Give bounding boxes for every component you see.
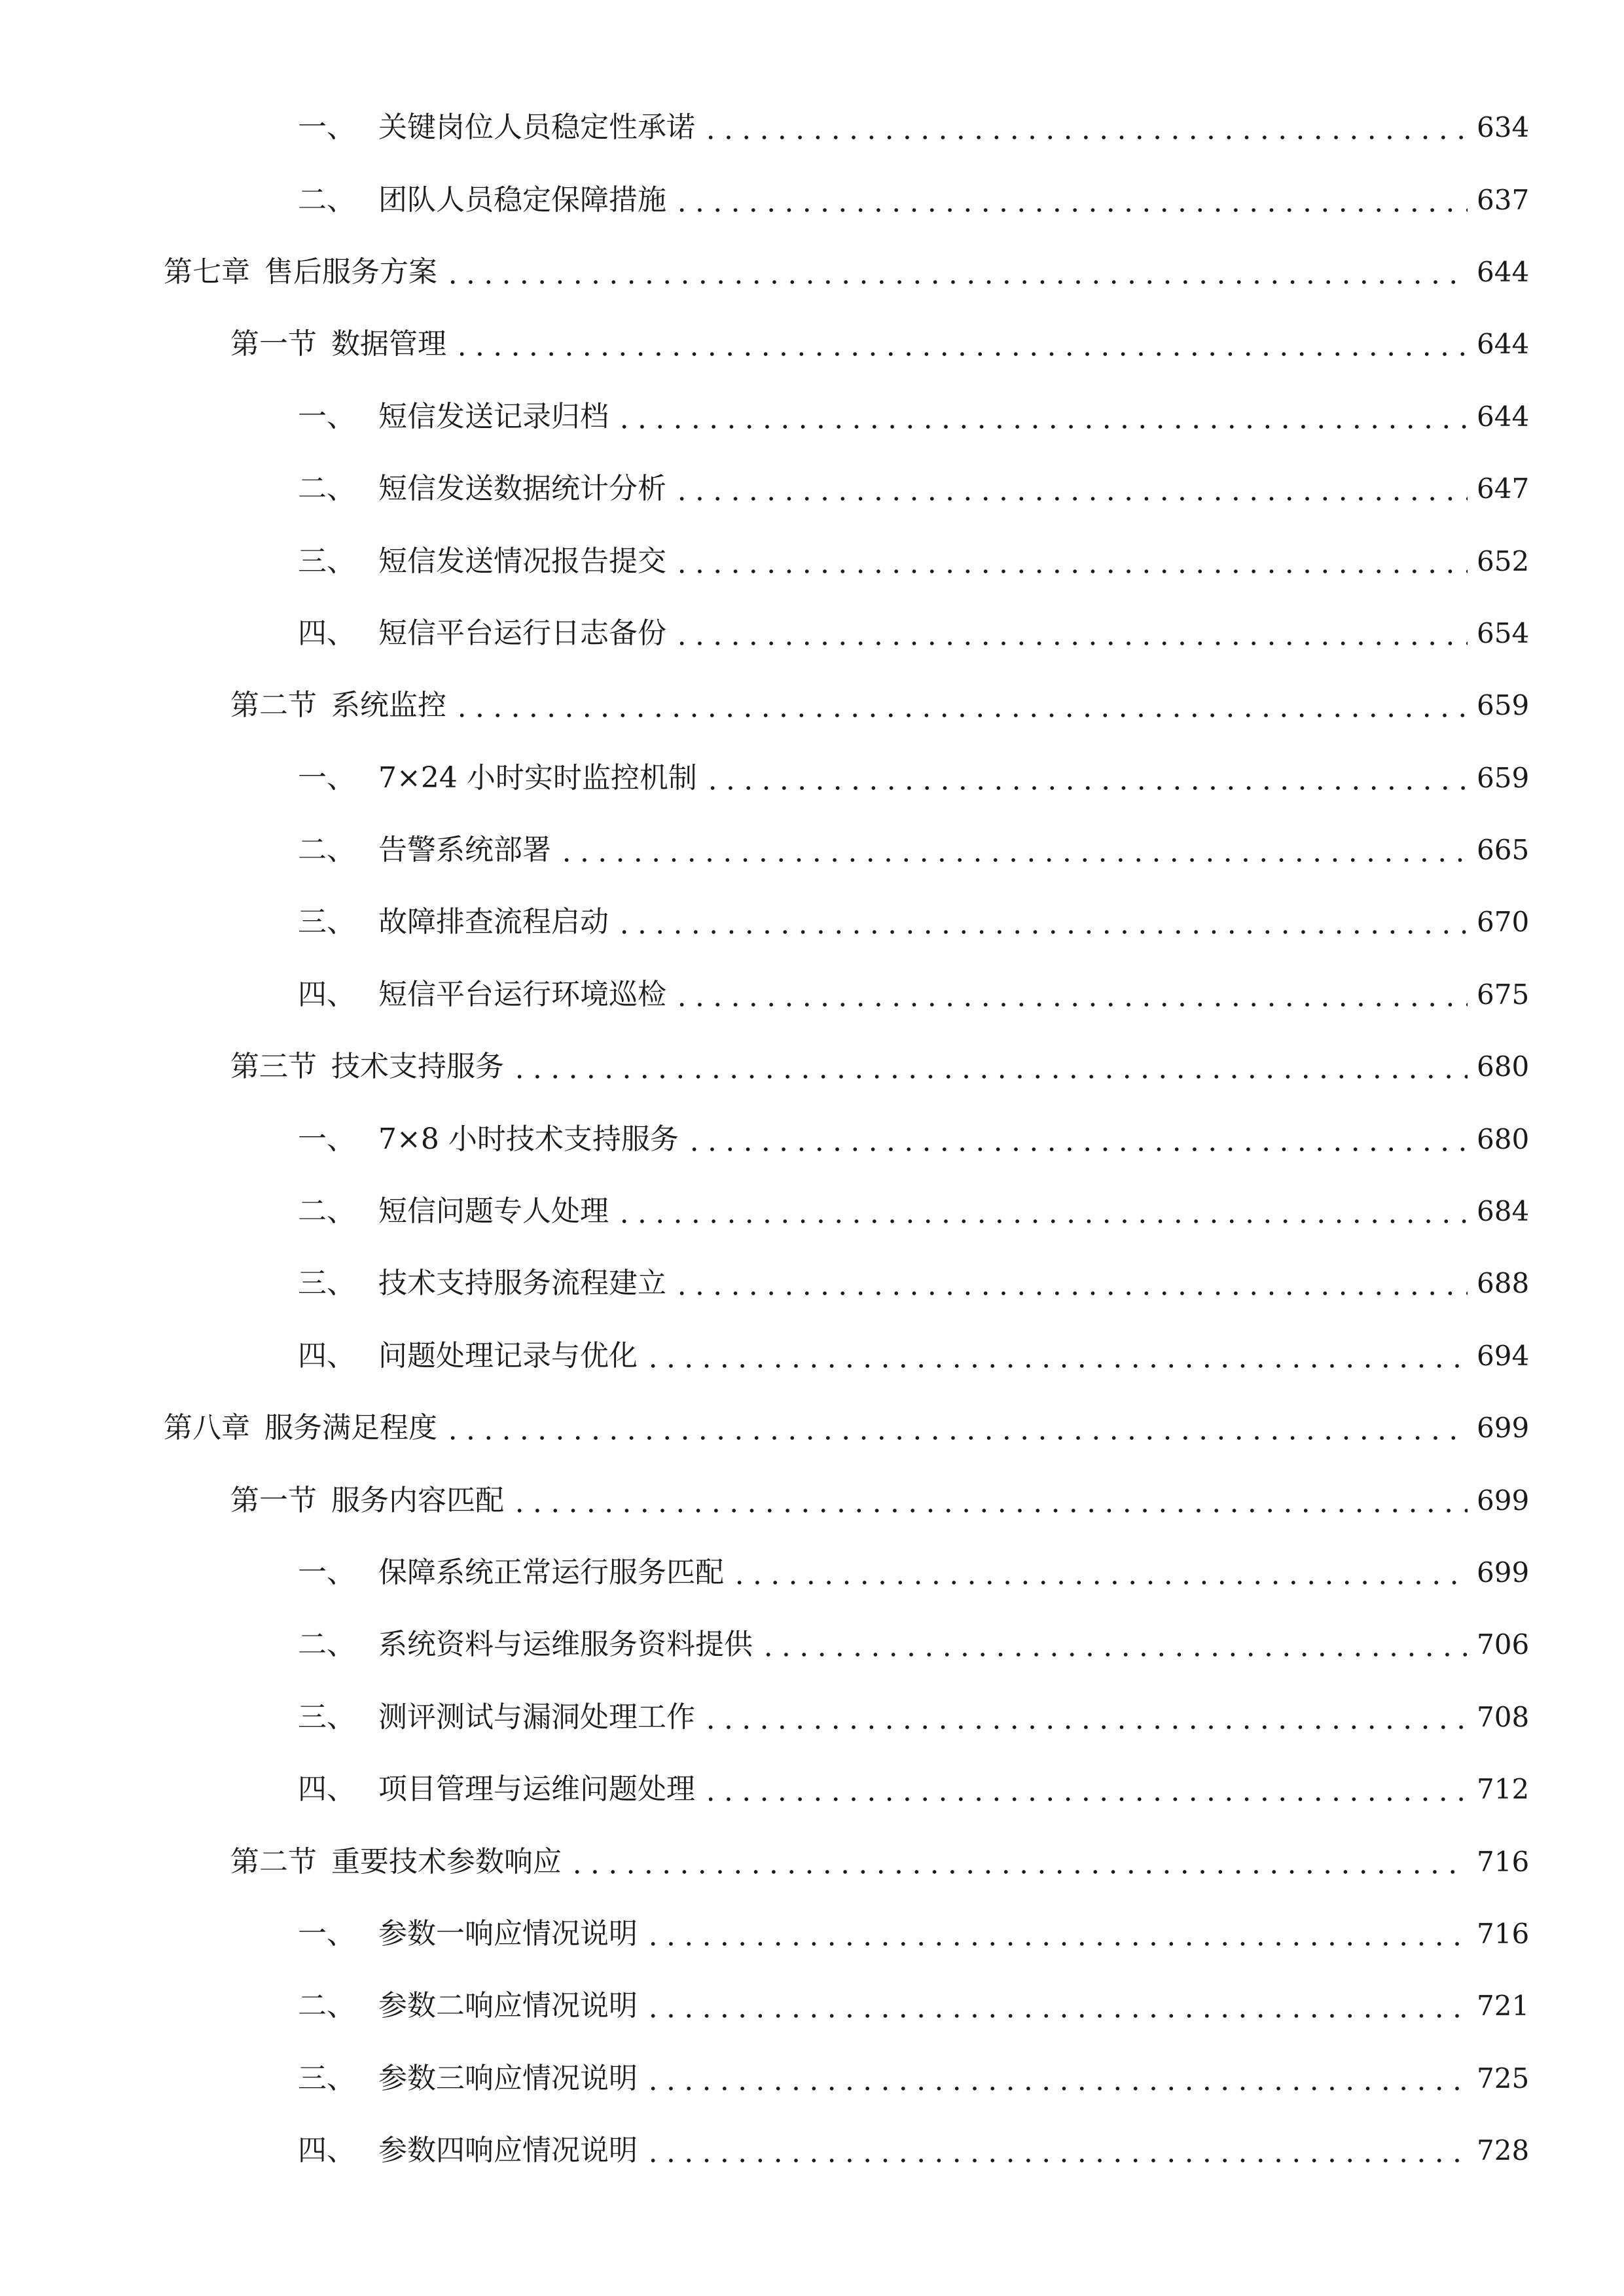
toc-entry-page-number: 680: [1477, 1050, 1530, 1083]
toc-entry-title: 短信问题专人处理: [378, 1194, 609, 1229]
toc-entry-number: 四、: [298, 1772, 355, 1806]
toc-dot-leader: [644, 2064, 1468, 2093]
toc-entry-number: 二、: [298, 1628, 355, 1662]
toc-entry[interactable]: [0, 886, 1624, 958]
toc-entry-title: 参数二响应情况说明: [378, 1989, 638, 2023]
toc-dot-leader: [511, 1052, 1468, 1081]
toc-entry-title: 故障排查流程启动: [378, 905, 609, 939]
toc-entry-number: 三、: [298, 1700, 355, 1734]
toc-entry-title: 短信发送记录归档: [378, 399, 609, 433]
toc-dot-leader: [558, 836, 1468, 865]
toc-entry-page-number: 659: [1477, 761, 1530, 794]
toc-dot-leader: [673, 619, 1468, 648]
toc-entry[interactable]: [0, 1175, 1624, 1247]
toc-entry-title: 重要技术参数响应: [331, 1844, 562, 1878]
toc-entry-number: 三、: [298, 544, 355, 578]
toc-dot-leader: [702, 1775, 1468, 1804]
toc-entry-title: 告警系统部署: [378, 833, 551, 867]
toc-entry-title: 参数四响应情况说明: [378, 2134, 638, 2168]
toc-entry-title: 项目管理与运维问题处理: [378, 1772, 695, 1806]
toc-dot-leader: [673, 1269, 1468, 1298]
toc-entry-number: 一、: [298, 399, 355, 433]
toc-entry-number: 第八章: [164, 1411, 250, 1445]
toc-entry[interactable]: [0, 525, 1624, 597]
toc-entry[interactable]: [0, 164, 1624, 236]
toc-entry[interactable]: [0, 1031, 1624, 1103]
toc-entry[interactable]: [0, 92, 1624, 164]
toc-dot-leader: [644, 1992, 1468, 2020]
toc-dot-leader: [702, 113, 1468, 142]
toc-entry-number: 二、: [298, 472, 355, 506]
toc-entry-title: 服务内容匹配: [331, 1483, 504, 1517]
toc-entry-title: 短信发送情况报告提交: [378, 544, 666, 578]
toc-entry-title: 系统资料与运维服务资料提供: [378, 1628, 753, 1662]
toc-entry[interactable]: [0, 308, 1624, 380]
toc-entry[interactable]: [0, 2115, 1624, 2187]
toc-entry-title: 系统监控: [331, 689, 446, 723]
toc-entry-page-number: 708: [1477, 1700, 1530, 1733]
toc-entry-title: 短信平台运行环境巡检: [378, 977, 666, 1011]
toc-entry-page-number: 670: [1477, 906, 1530, 939]
toc-entry-number: 第二节: [230, 689, 317, 723]
toc-dot-leader: [673, 547, 1468, 576]
toc-entry-page-number: 644: [1477, 255, 1530, 288]
toc-dot-leader: [615, 908, 1468, 937]
toc-entry[interactable]: [0, 1681, 1624, 1753]
toc-entry-page-number: 688: [1477, 1267, 1530, 1300]
toc-entry[interactable]: [0, 1247, 1624, 1319]
toc-entry-page-number: 654: [1477, 617, 1530, 649]
toc-entry[interactable]: [0, 2043, 1624, 2115]
toc-entry-title: 关键岗位人员稳定性承诺: [378, 111, 695, 145]
toc-entry-number: 第三节: [230, 1050, 317, 1084]
toc-entry-title: 问题处理记录与优化: [378, 1338, 638, 1372]
toc-entry-title: 7×8 小时技术支持服务: [378, 1122, 679, 1156]
toc-entry[interactable]: [0, 1320, 1624, 1392]
toc-entry[interactable]: [0, 236, 1624, 308]
toc-entry-number: 一、: [298, 761, 355, 795]
toc-entry-title: 保障系统正常运行服务匹配: [378, 1556, 724, 1589]
toc-dot-leader: [685, 1125, 1468, 1154]
toc-entry-page-number: 716: [1477, 1917, 1530, 1950]
toc-entry-number: 二、: [298, 1194, 355, 1229]
toc-entry-title: 服务满足程度: [264, 1411, 437, 1445]
toc-entry-page-number: 728: [1477, 2134, 1530, 2167]
toc-entry-number: 第一节: [230, 1483, 317, 1517]
toc-entry-number: 三、: [298, 905, 355, 939]
toc-dot-leader: [759, 1630, 1468, 1659]
toc-entry-page-number: 675: [1477, 978, 1530, 1011]
toc-entry-number: 第二节: [230, 1844, 317, 1878]
toc-entry-number: 二、: [298, 183, 355, 217]
toc-entry[interactable]: [0, 1898, 1624, 1970]
toc-entry-number: 三、: [298, 2061, 355, 2095]
toc-dot-leader: [444, 1414, 1468, 1443]
toc-entry-number: 四、: [298, 2134, 355, 2168]
toc-entry-title: 售后服务方案: [264, 255, 437, 289]
toc-entry-page-number: 665: [1477, 834, 1530, 867]
toc-dot-leader: [644, 1920, 1468, 1948]
toc-entry-page-number: 680: [1477, 1122, 1530, 1155]
toc-entry[interactable]: [0, 1392, 1624, 1464]
toc-entry-page-number: 699: [1477, 1556, 1530, 1588]
toc-entry-page-number: 706: [1477, 1628, 1530, 1661]
toc-dot-leader: [673, 475, 1468, 503]
toc-entry-page-number: 684: [1477, 1195, 1530, 1228]
table-of-contents: [0, 92, 1624, 2187]
toc-entry-title: 参数三响应情况说明: [378, 2061, 638, 2095]
toc-entry[interactable]: [0, 670, 1624, 742]
toc-entry[interactable]: [0, 1537, 1624, 1609]
toc-entry-title: 数据管理: [331, 327, 446, 361]
toc-dot-leader: [644, 2136, 1468, 2165]
toc-entry[interactable]: [0, 381, 1624, 453]
toc-dot-leader: [673, 980, 1468, 1009]
toc-dot-leader: [615, 403, 1468, 431]
toc-entry-number: 一、: [298, 1556, 355, 1589]
toc-entry-title: 技术支持服务: [331, 1050, 504, 1084]
toc-entry-title: 技术支持服务流程建立: [378, 1266, 666, 1300]
toc-entry[interactable]: [0, 959, 1624, 1031]
toc-entry-page-number: 699: [1477, 1484, 1530, 1516]
toc-entry-title: 测评测试与漏洞处理工作: [378, 1700, 695, 1734]
toc-dot-leader: [644, 1342, 1468, 1371]
toc-entry-page-number: 699: [1477, 1412, 1530, 1444]
toc-entry-number: 三、: [298, 1266, 355, 1300]
toc-dot-leader: [731, 1558, 1468, 1587]
toc-entry-title: 团队人员稳定保障措施: [378, 183, 666, 217]
toc-entry-title: 短信发送数据统计分析: [378, 472, 666, 506]
toc-dot-leader: [702, 1703, 1468, 1732]
toc-entry-page-number: 644: [1477, 328, 1530, 361]
toc-entry[interactable]: [0, 1825, 1624, 1897]
toc-entry-page-number: 694: [1477, 1339, 1530, 1372]
toc-entry-page-number: 634: [1477, 111, 1530, 144]
toc-entry-number: 四、: [298, 1338, 355, 1372]
toc-entry-page-number: 659: [1477, 689, 1530, 722]
toc-entry-title: 7×24 小时实时监控机制: [378, 761, 697, 795]
toc-entry-page-number: 647: [1477, 473, 1530, 505]
toc-entry-page-number: 721: [1477, 1990, 1530, 2022]
toc-entry-page-number: 725: [1477, 2062, 1530, 2094]
toc-entry[interactable]: [0, 1103, 1624, 1175]
toc-entry[interactable]: [0, 1753, 1624, 1825]
toc-entry-title: 短信平台运行日志备份: [378, 616, 666, 650]
toc-entry[interactable]: [0, 1970, 1624, 2042]
toc-dot-leader: [453, 330, 1468, 359]
toc-dot-leader: [453, 691, 1468, 720]
toc-entry-number: 一、: [298, 111, 355, 145]
toc-entry-title: 参数一响应情况说明: [378, 1916, 638, 1950]
toc-entry-number: 四、: [298, 977, 355, 1011]
toc-entry-number: 第一节: [230, 327, 317, 361]
toc-entry[interactable]: [0, 453, 1624, 525]
toc-entry-number: 四、: [298, 616, 355, 650]
toc-entry[interactable]: [0, 1609, 1624, 1681]
toc-dot-leader: [673, 186, 1468, 215]
toc-entry[interactable]: [0, 742, 1624, 814]
toc-entry[interactable]: [0, 814, 1624, 886]
toc-entry-page-number: 637: [1477, 183, 1530, 216]
toc-entry-number: 二、: [298, 833, 355, 867]
toc-entry-number: 一、: [298, 1122, 355, 1156]
toc-entry[interactable]: [0, 1464, 1624, 1536]
toc-dot-leader: [568, 1848, 1468, 1876]
toc-entry-number: 第七章: [164, 255, 250, 289]
toc-entry-page-number: 712: [1477, 1773, 1530, 1806]
toc-dot-leader: [511, 1486, 1468, 1515]
toc-dot-leader: [615, 1197, 1468, 1226]
toc-entry-number: 二、: [298, 1989, 355, 2023]
toc-entry-page-number: 652: [1477, 545, 1530, 577]
toc-entry-number: 一、: [298, 1916, 355, 1950]
toc-entry-page-number: 716: [1477, 1845, 1530, 1878]
toc-entry[interactable]: [0, 598, 1624, 670]
toc-dot-leader: [444, 258, 1468, 287]
toc-dot-leader: [704, 764, 1468, 793]
toc-entry-page-number: 644: [1477, 400, 1530, 433]
